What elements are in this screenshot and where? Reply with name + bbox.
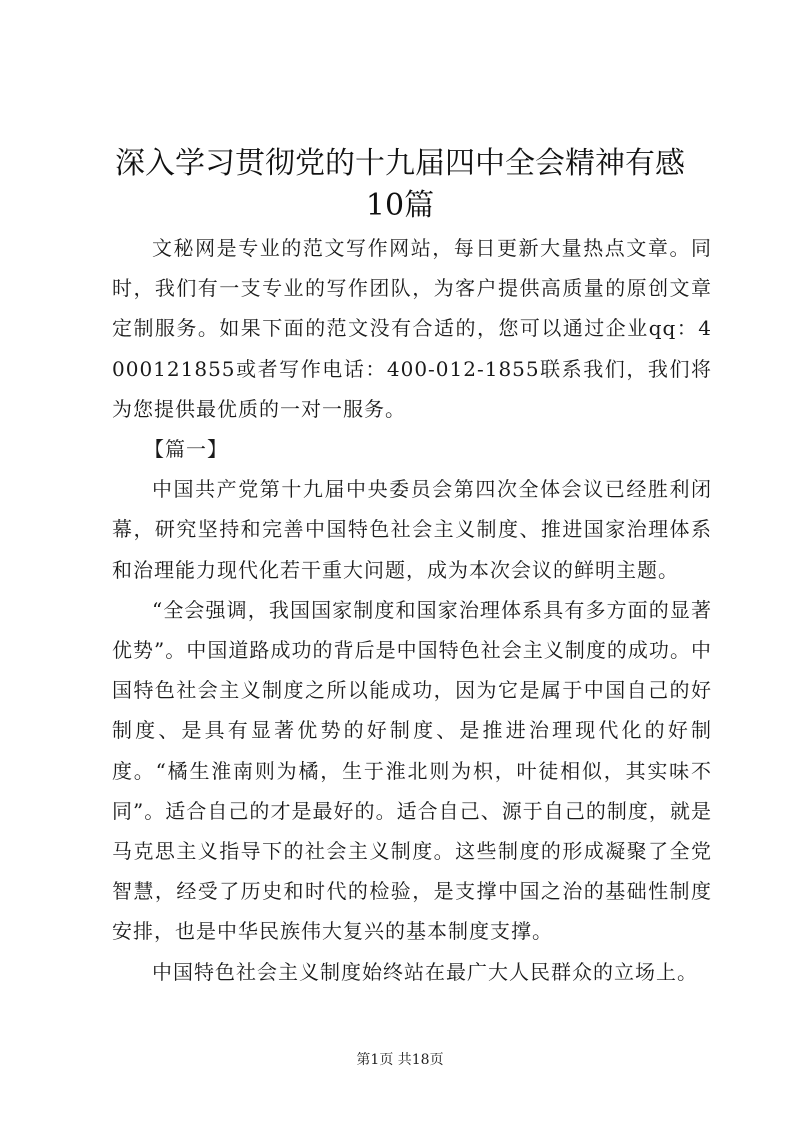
body-paragraph-3: 中国特色社会主义制度始终站在最广大人民群众的立场上。 xyxy=(152,959,698,984)
body-paragraph-1: 中国共产党第十九届中央委员会第四次全体会议已经胜利闭幕，研究坚持和完善中国特色社会主义制度、推进国家治理体系和治理能力现代化若干重大问题，成为本次会议的鲜明主题。 xyxy=(112,477,712,582)
intro-paragraph: 文秘网是专业的范文写作网站，每日更新大量热点文章。同时，我们有一支专业的写作团队，为客户提供高质量的原创文章定制服务。如果下面的范文没有合适的，您可以通过企业qq：4000121855或者写作电话：400-012-1855联系我们，我们将为您提供最优质的一对一服务。 xyxy=(112,236,712,421)
document-body xyxy=(112,228,712,992)
document-title-line-2: 10篇 xyxy=(365,188,435,223)
body-paragraph-2: “全会强调，我国国家制度和国家治理体系具有多方面的显著优势”。中国道路成功的背后是中国特色社会主义制度的成功。中国特色社会主义制度之所以能成功，因为它是属于中国自己的好制度、是具有显著优势的好制度、是推进治理现代化的好制度。“橘生淮南则为橘，生于淮北则为枳，叶徒相似，其实味不同”。适合自己的才是最好的。适合自己、源于自己的制度，就是马克思主义指导下的社会主义制度。这些制度的形成凝聚了全党智慧，经受了历史和时代的检验，是支撑中国之治的基础性制度安排，也是中华民族伟大复兴的基本制度支撑。 xyxy=(112,597,712,944)
document-title-line-1: 深入学习贯彻党的十九届四中全会精神有感 xyxy=(115,146,685,181)
page-footer: 第1页 共18页 xyxy=(356,1052,444,1068)
section-heading: 【篇一】 xyxy=(144,437,228,462)
